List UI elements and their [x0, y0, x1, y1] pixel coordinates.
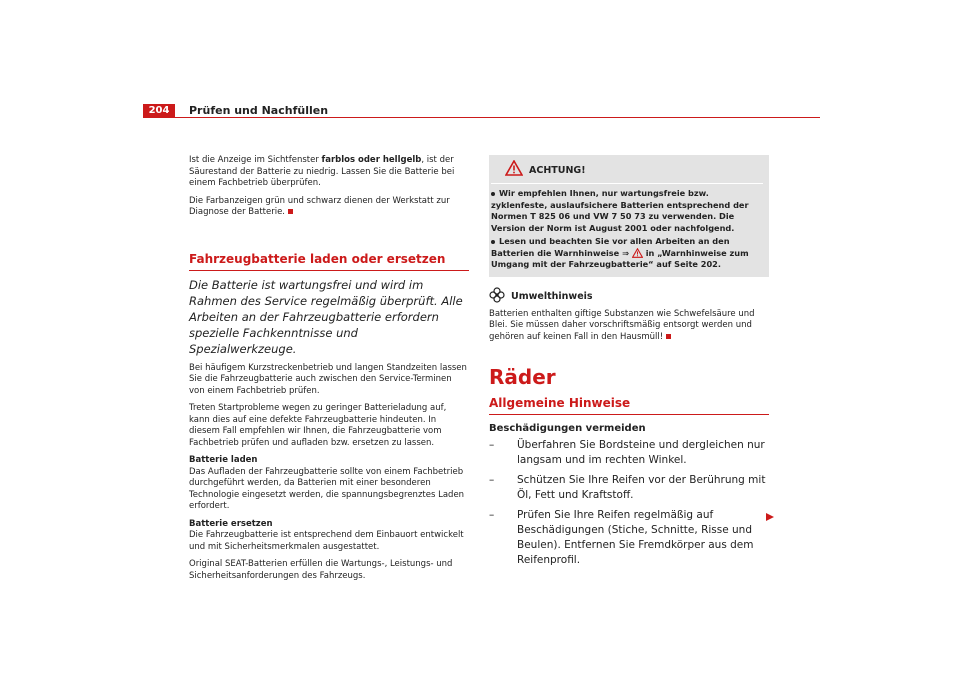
end-marker-icon — [666, 334, 671, 339]
reference-arrow: ⇒ — [622, 247, 629, 258]
page-header-title: Prüfen und Nachfüllen — [189, 104, 329, 117]
subheading-charge: Batterie laden — [189, 455, 258, 465]
paragraph-colors: Die Farbanzeigen grün und schwarz dienen der Werkstatt zur Diagnose der Batterie. — [189, 195, 450, 217]
small-warning-icon — [632, 248, 646, 258]
section-title-battery: Fahrzeugbatterie laden oder ersetzen — [189, 251, 446, 266]
subheading-replace: Batterie ersetzen — [189, 518, 273, 529]
warning-rule — [491, 183, 763, 184]
environment-text: Batterien enthalten giftige Substanzen wie Schwefelsäure und Blei. Sie müssen daher vorschriftsmäßig entsorgt werden und gehören auf keinen Fall in den Hausmüll! — [489, 308, 755, 342]
header-rule — [148, 117, 820, 118]
right-column — [489, 155, 769, 573]
warning-item: Lesen und beachten Sie vor allen Arbeiten an den Batterien die Warnhinweise ⇒ in „Warnhinweise zum Umgang mit der Fahrzeugbatterie“ auf Seite 202. — [491, 236, 749, 269]
section-rule — [189, 270, 469, 271]
subheading-damage: Beschädigungen vermeiden — [489, 423, 646, 434]
paragraph-start-problems: Treten Startprobleme wegen zu geringer Batterieladung auf, kann dies auf eine defekte Fahrzeugbatterie hindeuten. In diesem Fall empfehlen wir Ihnen, die Fahrzeugbatterie vom Fachbetrieb prüfen und aufladen bzw. ersetzen zu lassen. — [189, 403, 447, 448]
chapter-title: Räder — [489, 365, 556, 389]
section-rule — [489, 414, 769, 415]
warning-item: Wir empfehlen Ihnen, nur wartungsfreie bzw. zyklenfeste, auslaufsichere Batterien entsprechend der Normen T 825 06 und VW 7 50 73 zu verwenden. Die Version der Norm ist August 2001 oder nachfolgend. — [491, 188, 749, 233]
warning-header — [491, 159, 763, 181]
damage-list — [489, 438, 769, 568]
paragraph-charging: Das Aufladen der Fahrzeugbatterie sollte von einem Fachbetrieb durchgeführt werden, da Batterien mit einer besonderen Technologie eingesetzt werden, die spannungsbegrenztes Laden erfordert. — [189, 466, 465, 511]
list-item: – Prüfen Sie Ihre Reifen regelmäßig auf Beschädigungen (Stiche, Schnitte, Risse und Beulen). Entfernen Sie Fremdkörper aus dem Reifenprofil. — [489, 509, 754, 566]
paragraph-replace: Die Fahrzeugbatterie ist entsprechend dem Einbauort entwickelt und mit Sicherheitsmerkmalen ausgestattet. — [189, 530, 464, 552]
warning-box — [489, 155, 769, 277]
section-title-general: Allgemeine Hinweise — [489, 396, 631, 410]
list-item: – Überfahren Sie Bordsteine und dergleichen nur langsam und im rechten Winkel. — [489, 439, 765, 466]
end-marker-icon — [288, 209, 293, 214]
warning-title: ACHTUNG! — [529, 164, 586, 176]
paragraph-indicator: Ist die Anzeige im Sichtfenster farblos oder hellgelb, ist der Säurestand der Batterie zu niedrig. Lassen Sie die Batterie bei einem Fachbetrieb überprüfen. — [189, 155, 455, 188]
bullet-icon — [491, 192, 495, 196]
environment-title: Umwelthinweis — [511, 291, 593, 302]
left-column — [189, 155, 469, 588]
paragraph-short-trips: Bei häufigem Kurzstreckenbetrieb und langen Standzeiten lassen Sie die Fahrzeugbatterie auch zwischen den Service-Terminen von einem Fachbetrieb prüfen. — [189, 362, 467, 396]
warning-triangle-icon — [505, 160, 523, 180]
page-number: 204 — [143, 104, 175, 118]
environment-header — [489, 287, 769, 307]
indicator-bold: farblos oder hellgelb — [321, 155, 422, 165]
flower-icon — [489, 287, 505, 307]
next-page-arrow-icon — [765, 507, 775, 526]
section-intro: Die Batterie ist wartungsfrei und wird im Rahmen des Service regelmäßig überprüft. Alle Arbeiten an der Fahrzeugbatterie erfordern spezielle Fachkenntnisse und Spezialwerkzeuge. — [189, 277, 463, 356]
paragraph-original: Original SEAT-Batterien erfüllen die Wartungs-, Leistungs- und Sicherheitsanforderungen des Fahrzeugs. — [189, 559, 453, 581]
list-item: – Schützen Sie Ihre Reifen vor der Berührung mit Öl, Fett und Kraftstoff. — [489, 474, 766, 501]
bullet-icon — [491, 240, 495, 244]
